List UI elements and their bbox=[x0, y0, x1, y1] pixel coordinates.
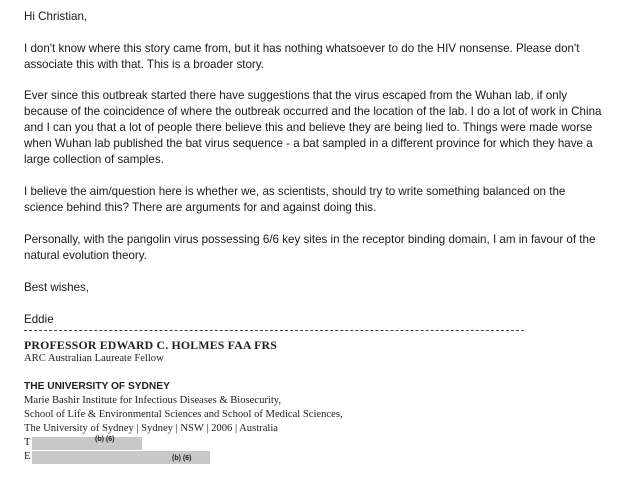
phone-label: T bbox=[24, 437, 31, 448]
phone-redaction bbox=[32, 437, 142, 450]
email-redaction-code: (b) (6) bbox=[172, 455, 192, 462]
signature-title: ARC Australian Laureate Fellow bbox=[24, 353, 164, 364]
email-row bbox=[24, 450, 343, 464]
greeting: Hi Christian, bbox=[24, 10, 88, 23]
paragraph-2: Ever since this outbreak started there have suggestions that the virus escaped from the Wuhan lab, if only because of the coincidence of where the outbreak occurred and the location of the lab. I do a lot of work in China and I can you that a lot of people there believe this and believe they are being lied to. Things were made worse when Wuhan lab published the bat virus sequence - a bat sampled in a different province for which they have a large collection of samples. bbox=[24, 89, 602, 166]
signoff-name: Eddie bbox=[24, 313, 54, 326]
signature-block bbox=[24, 338, 343, 464]
signature-address: The University of Sydney | Sydney | NSW | 2006 | Australia bbox=[24, 423, 278, 434]
paragraph-4: Personally, with the pangolin virus possessing 6/6 key sites in the receptor binding domain, I am in favour of the natural evolution theory. bbox=[24, 233, 596, 262]
phone-redaction-code: (b) (6) bbox=[95, 436, 115, 443]
signature-institute: Marie Bashir Institute for Infectious Diseases & Biosecurity, bbox=[24, 395, 282, 406]
paragraph-1: I don't know where this story came from, but it has nothing whatsoever to do the HIV nonsense. Please don't associate this with that. This is a broader story. bbox=[24, 42, 580, 71]
closing: Best wishes, bbox=[24, 281, 90, 294]
email-redaction bbox=[32, 451, 210, 464]
signature-university: THE UNIVERSITY OF SYDNEY bbox=[24, 381, 170, 392]
signature-school: School of Life & Environmental Sciences and School of Medical Sciences, bbox=[24, 409, 343, 420]
signature-name: PROFESSOR EDWARD C. HOLMES FAA FRS bbox=[24, 338, 278, 352]
phone-row bbox=[24, 436, 343, 450]
email-label: E bbox=[24, 451, 31, 462]
paragraph-3: I believe the aim/question here is whether we, as scientists, should try to write something balanced on the science behind this? There are arguments for and against doing this. bbox=[24, 185, 566, 214]
signature-divider bbox=[24, 330, 524, 331]
